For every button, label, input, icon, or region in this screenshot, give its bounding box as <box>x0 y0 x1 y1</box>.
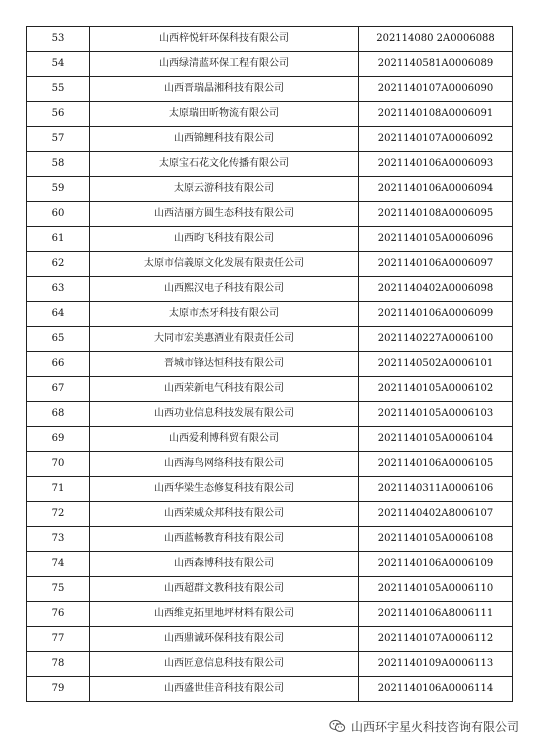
table-row <box>27 477 513 502</box>
company-name: 山西维克拓里地坪材料有限公司 <box>90 602 359 627</box>
table-row <box>27 277 513 302</box>
company-name: 山西森博科技有限公司 <box>90 552 359 577</box>
registration-code: 2021140106A0006109 <box>359 552 513 577</box>
row-number: 78 <box>27 652 90 677</box>
registration-code: 2021140107A0006112 <box>359 627 513 652</box>
table-row <box>27 27 513 52</box>
company-name: 山西盛世佳音科技有限公司 <box>90 677 359 702</box>
registration-code: 2021140108A0006095 <box>359 202 513 227</box>
registration-code: 2021140105A0006110 <box>359 577 513 602</box>
row-number: 73 <box>27 527 90 552</box>
table-row <box>27 502 513 527</box>
row-number: 75 <box>27 577 90 602</box>
row-number: 67 <box>27 377 90 402</box>
row-number: 55 <box>27 77 90 102</box>
company-name: 山西鼎诚环保科技有限公司 <box>90 627 359 652</box>
row-number: 69 <box>27 427 90 452</box>
registration-code: 2021140581A0006089 <box>359 52 513 77</box>
row-number: 74 <box>27 552 90 577</box>
row-number: 58 <box>27 152 90 177</box>
row-number: 64 <box>27 302 90 327</box>
watermark-text: 山西环宇星火科技咨询有限公司 <box>350 719 519 734</box>
table-row <box>27 52 513 77</box>
row-number: 71 <box>27 477 90 502</box>
wechat-icon <box>329 719 346 733</box>
row-number: 60 <box>27 202 90 227</box>
company-name: 山西荣威众邦科技有限公司 <box>90 502 359 527</box>
row-number: 57 <box>27 127 90 152</box>
row-number: 70 <box>27 452 90 477</box>
registration-code: 2021140106A0006097 <box>359 252 513 277</box>
company-name: 山西匠意信息科技有限公司 <box>90 652 359 677</box>
registration-code: 2021140106A0006099 <box>359 302 513 327</box>
table-row <box>27 352 513 377</box>
company-name: 山西熙汉电子科技有限公司 <box>90 277 359 302</box>
registration-code: 2021140105A0006103 <box>359 402 513 427</box>
registration-code: 2021140311A0006106 <box>359 477 513 502</box>
registration-code: 2021140105A0006102 <box>359 377 513 402</box>
company-registry-table <box>26 26 513 702</box>
registration-code: 2021140402A8006107 <box>359 502 513 527</box>
registration-code: 2021140105A0006096 <box>359 227 513 252</box>
table-row <box>27 377 513 402</box>
company-name: 山西锦鲤科技有限公司 <box>90 127 359 152</box>
registration-code: 2021140402A0006098 <box>359 277 513 302</box>
table-row <box>27 402 513 427</box>
company-name: 山西海鸟网络科技有限公司 <box>90 452 359 477</box>
registration-code: 2021140105A0006104 <box>359 427 513 452</box>
company-name: 山西爱利博科贸有限公司 <box>90 427 359 452</box>
watermark <box>329 716 519 736</box>
table-row <box>27 577 513 602</box>
company-name: 山西梓悦轩环保科技有限公司 <box>90 27 359 52</box>
company-name: 太原云游科技有限公司 <box>90 177 359 202</box>
table-row <box>27 327 513 352</box>
table-row <box>27 77 513 102</box>
row-number: 54 <box>27 52 90 77</box>
row-number: 66 <box>27 352 90 377</box>
row-number: 65 <box>27 327 90 352</box>
company-name: 山西昀飞科技有限公司 <box>90 227 359 252</box>
company-name: 山西华梁生态修复科技有限公司 <box>90 477 359 502</box>
company-name: 山西洁丽方圆生态科技有限公司 <box>90 202 359 227</box>
table-row <box>27 677 513 702</box>
table-row <box>27 652 513 677</box>
row-number: 63 <box>27 277 90 302</box>
registration-code: 2021140105A0006108 <box>359 527 513 552</box>
table-row <box>27 602 513 627</box>
row-number: 77 <box>27 627 90 652</box>
company-name: 山西蓝畅教育科技有限公司 <box>90 527 359 552</box>
registration-code: 2021140107A0006092 <box>359 127 513 152</box>
registration-code: 2021140106A8006111 <box>359 602 513 627</box>
registration-code: 2021140106A0006093 <box>359 152 513 177</box>
company-name: 山西功业信息科技发展有限公司 <box>90 402 359 427</box>
row-number: 53 <box>27 27 90 52</box>
table-row <box>27 127 513 152</box>
table-row <box>27 152 513 177</box>
company-name: 太原市杰牙科技有限公司 <box>90 302 359 327</box>
registration-code: 2021140106A0006114 <box>359 677 513 702</box>
table-row <box>27 252 513 277</box>
company-name: 太原瑞田昕物流有限公司 <box>90 102 359 127</box>
row-number: 72 <box>27 502 90 527</box>
registration-code: 2021140227A0006100 <box>359 327 513 352</box>
registration-code: 2021140109A0006113 <box>359 652 513 677</box>
table-row <box>27 552 513 577</box>
row-number: 79 <box>27 677 90 702</box>
registration-code: 2021140106A0006094 <box>359 177 513 202</box>
table-row <box>27 202 513 227</box>
registration-code: 2021140108A0006091 <box>359 102 513 127</box>
row-number: 76 <box>27 602 90 627</box>
table-row <box>27 627 513 652</box>
company-name: 山西绿清蓝环保工程有限公司 <box>90 52 359 77</box>
table-row <box>27 452 513 477</box>
registration-code: 2021140106A0006105 <box>359 452 513 477</box>
company-name: 大同市宏美惠酒业有限责任公司 <box>90 327 359 352</box>
registration-code: 2021140107A0006090 <box>359 77 513 102</box>
table-row <box>27 427 513 452</box>
registration-code: 2021140502A0006101 <box>359 352 513 377</box>
row-number: 68 <box>27 402 90 427</box>
row-number: 62 <box>27 252 90 277</box>
company-name: 太原宝石花文化传播有限公司 <box>90 152 359 177</box>
table-row <box>27 177 513 202</box>
row-number: 61 <box>27 227 90 252</box>
company-name: 山西荣新电气科技有限公司 <box>90 377 359 402</box>
company-name: 山西超群文教科技有限公司 <box>90 577 359 602</box>
company-name: 太原市信義原文化发展有限责任公司 <box>90 252 359 277</box>
table-row <box>27 302 513 327</box>
registration-code: 202114080 2A0006088 <box>359 27 513 52</box>
company-name: 晋城市锋达恒科技有限公司 <box>90 352 359 377</box>
table-body <box>27 27 513 702</box>
table-row <box>27 527 513 552</box>
table-row <box>27 102 513 127</box>
row-number: 59 <box>27 177 90 202</box>
table-row <box>27 227 513 252</box>
row-number: 56 <box>27 102 90 127</box>
company-name: 山西晋瑞晶湘科技有限公司 <box>90 77 359 102</box>
